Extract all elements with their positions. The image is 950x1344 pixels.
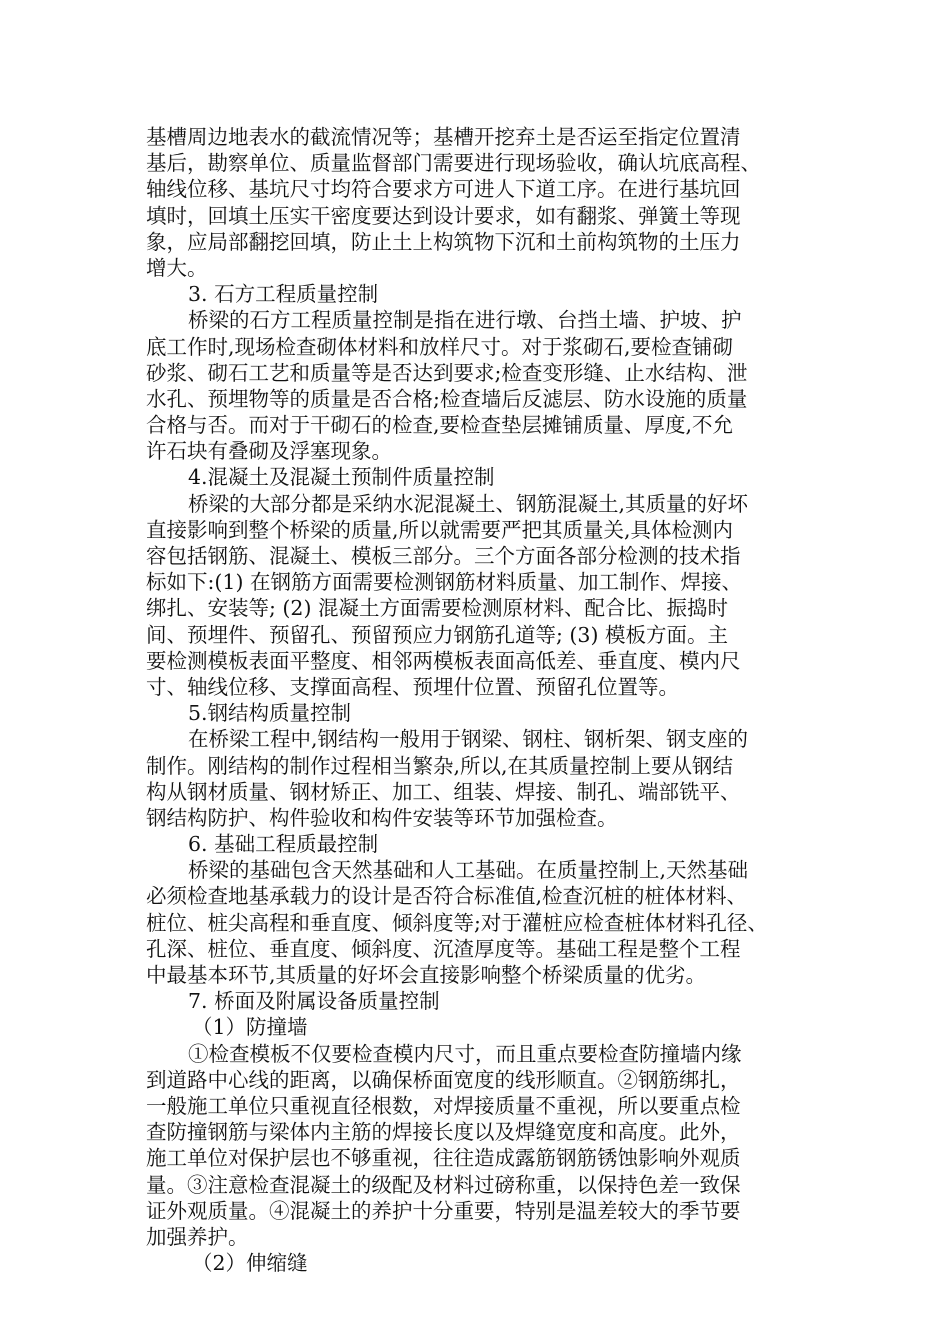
text-line: 中最基本环节,其质量的好坏会直接影响整个桥梁质量的优劣。 [146, 963, 707, 987]
text-line: （1）防撞墙 [192, 1015, 308, 1040]
text-line: 5.钢结构质量控制 [188, 701, 352, 726]
text-line: 一般施工单位只重视直径根数，对焊接质量不重视，所以要重点检 [146, 1093, 741, 1118]
text-line: 桥梁的石方工程质量控制是指在进行墩、台挡土墙、护坡、护 [188, 308, 742, 333]
text-line: 绑扎、安装等; (2) 混凝土方面需要检测原材料、配合比、振捣时 [146, 596, 728, 621]
text-line: 寸、轴线位移、支撑面高程、预埋什位置、预留孔位置等。 [146, 674, 679, 699]
text-line: 加强养护。 [146, 1224, 249, 1249]
text-line: 查防撞钢筋与梁体内主筋的焊接长度以及焊缝宽度和高度。此外， [146, 1120, 741, 1145]
text-line: 制作。刚结构的制作过程相当繁杂,所以,在其质量控制上要从钢结 [146, 753, 734, 778]
text-line: 合格与否。而对于干砌石的检查,要检查垫层摊铺质量、厚度,不允 [146, 413, 734, 438]
text-line: 容包括钢筋、混凝土、模板三部分。三个方面各部分检测的技术指 [146, 544, 741, 568]
text-line: 象，应局部翻挖回填，防止土上构筑物下沉和土前构筑物的土压力 [146, 229, 741, 254]
text-line: 桩位、桩尖高程和垂直度、倾斜度等;对于灌桩应检查桩体材料孔径、 [146, 910, 768, 935]
text-line: 增大。 [146, 255, 208, 280]
text-line: 钢结构防护、构件验收和构件安装等环节加强检查。 [146, 805, 618, 830]
text-line: 在桥梁工程中,钢结构一般用于钢梁、钢柱、钢析架、钢支座的 [188, 727, 749, 752]
text-line: 基后，勘察单位、质量监督部门需要进行现场验收，确认坑底高程、 [146, 151, 761, 176]
text-line: 到道路中心线的距离，以确保桥面宽度的线形顺直。②钢筋绑扎， [146, 1067, 741, 1092]
text-line: 6. 基础工程质最控制 [188, 832, 379, 857]
text-line: 间、预埋件、预留孔、预留预应力钢筋孔道等; (3) 模板方面。主 [146, 622, 728, 647]
text-line: 桥梁的基础包含天然基础和人工基础。在质量控制上,天然基础 [188, 858, 749, 883]
text-line: 直接影响到整个桥梁的质量,所以就需要严把其质量关,具体检测内 [146, 517, 734, 542]
text-line: 标如下:(1) 在钢筋方面需要检测钢筋材料质量、加工制作、焊接、 [146, 570, 742, 595]
text-line: 桥梁的大部分都是采纳水泥混凝土、钢筋混凝土,其质量的好坏 [188, 491, 749, 516]
document-body [146, 124, 816, 1276]
text-line: 许石块有叠砌及浮塞现象。 [146, 439, 392, 464]
text-line: （2）伸缩缝 [192, 1251, 308, 1276]
text-line: 砂浆、砌石工艺和质量等是否达到要求;检查变形缝、止水结构、泄 [146, 360, 748, 385]
text-line: 证外观质量。④混凝土的养护十分重要，特别是温差较大的季节要 [146, 1198, 741, 1223]
text-line: 3. 石方工程质量控制 [188, 282, 379, 307]
text-line: 要检测模板表面平整度、相邻两模板表面高低差、垂直度、模内尺 [146, 648, 741, 673]
text-line: 孔深、桩位、垂直度、倾斜度、沉渣厚度等。基础工程是整个工程 [146, 936, 741, 961]
text-line: 水孔、预埋物等的质量是否合格;检查墙后反滤层、防水设施的质量 [146, 386, 748, 411]
text-line: 轴线位移、基坑尺寸均符合要求方可进人下道工序。在进行基坑回 [146, 177, 741, 202]
text-line: 施工单位对保护层也不够重视，往往造成露筋钢筋锈蚀影响外观质 [146, 1146, 741, 1171]
text-line: 7. 桥面及附属设备质量控制 [188, 989, 440, 1014]
text-line: 构从钢材质量、钢材矫正、加工、组装、焊接、制孔、端部铣平、 [146, 779, 741, 804]
text-line: 填时，回填土压实干密度要达到设计要求，如有翻浆、弹簧土等现 [146, 203, 741, 228]
text-line: ①检查模板不仅要检查模内尺寸，而且重点要检查防撞墙内缘 [188, 1041, 742, 1066]
text-line: 底工作时,现场检查砌体材料和放样尺寸。对于浆砌石,要检查铺砌 [146, 334, 734, 359]
text-line: 基槽周边地表水的截流情况等；基槽开挖弃土是否运至指定位置清 [146, 125, 741, 149]
text-line: 量。③注意检查混凝土的级配及材料过磅称重，以保持色差一致保 [146, 1172, 741, 1197]
text-line: 必须检查地基承载力的设计是否符合标准值,检查沉桩的桩体材料、 [146, 884, 748, 909]
text-line: 4.混凝土及混凝土预制件质量控制 [188, 465, 495, 490]
